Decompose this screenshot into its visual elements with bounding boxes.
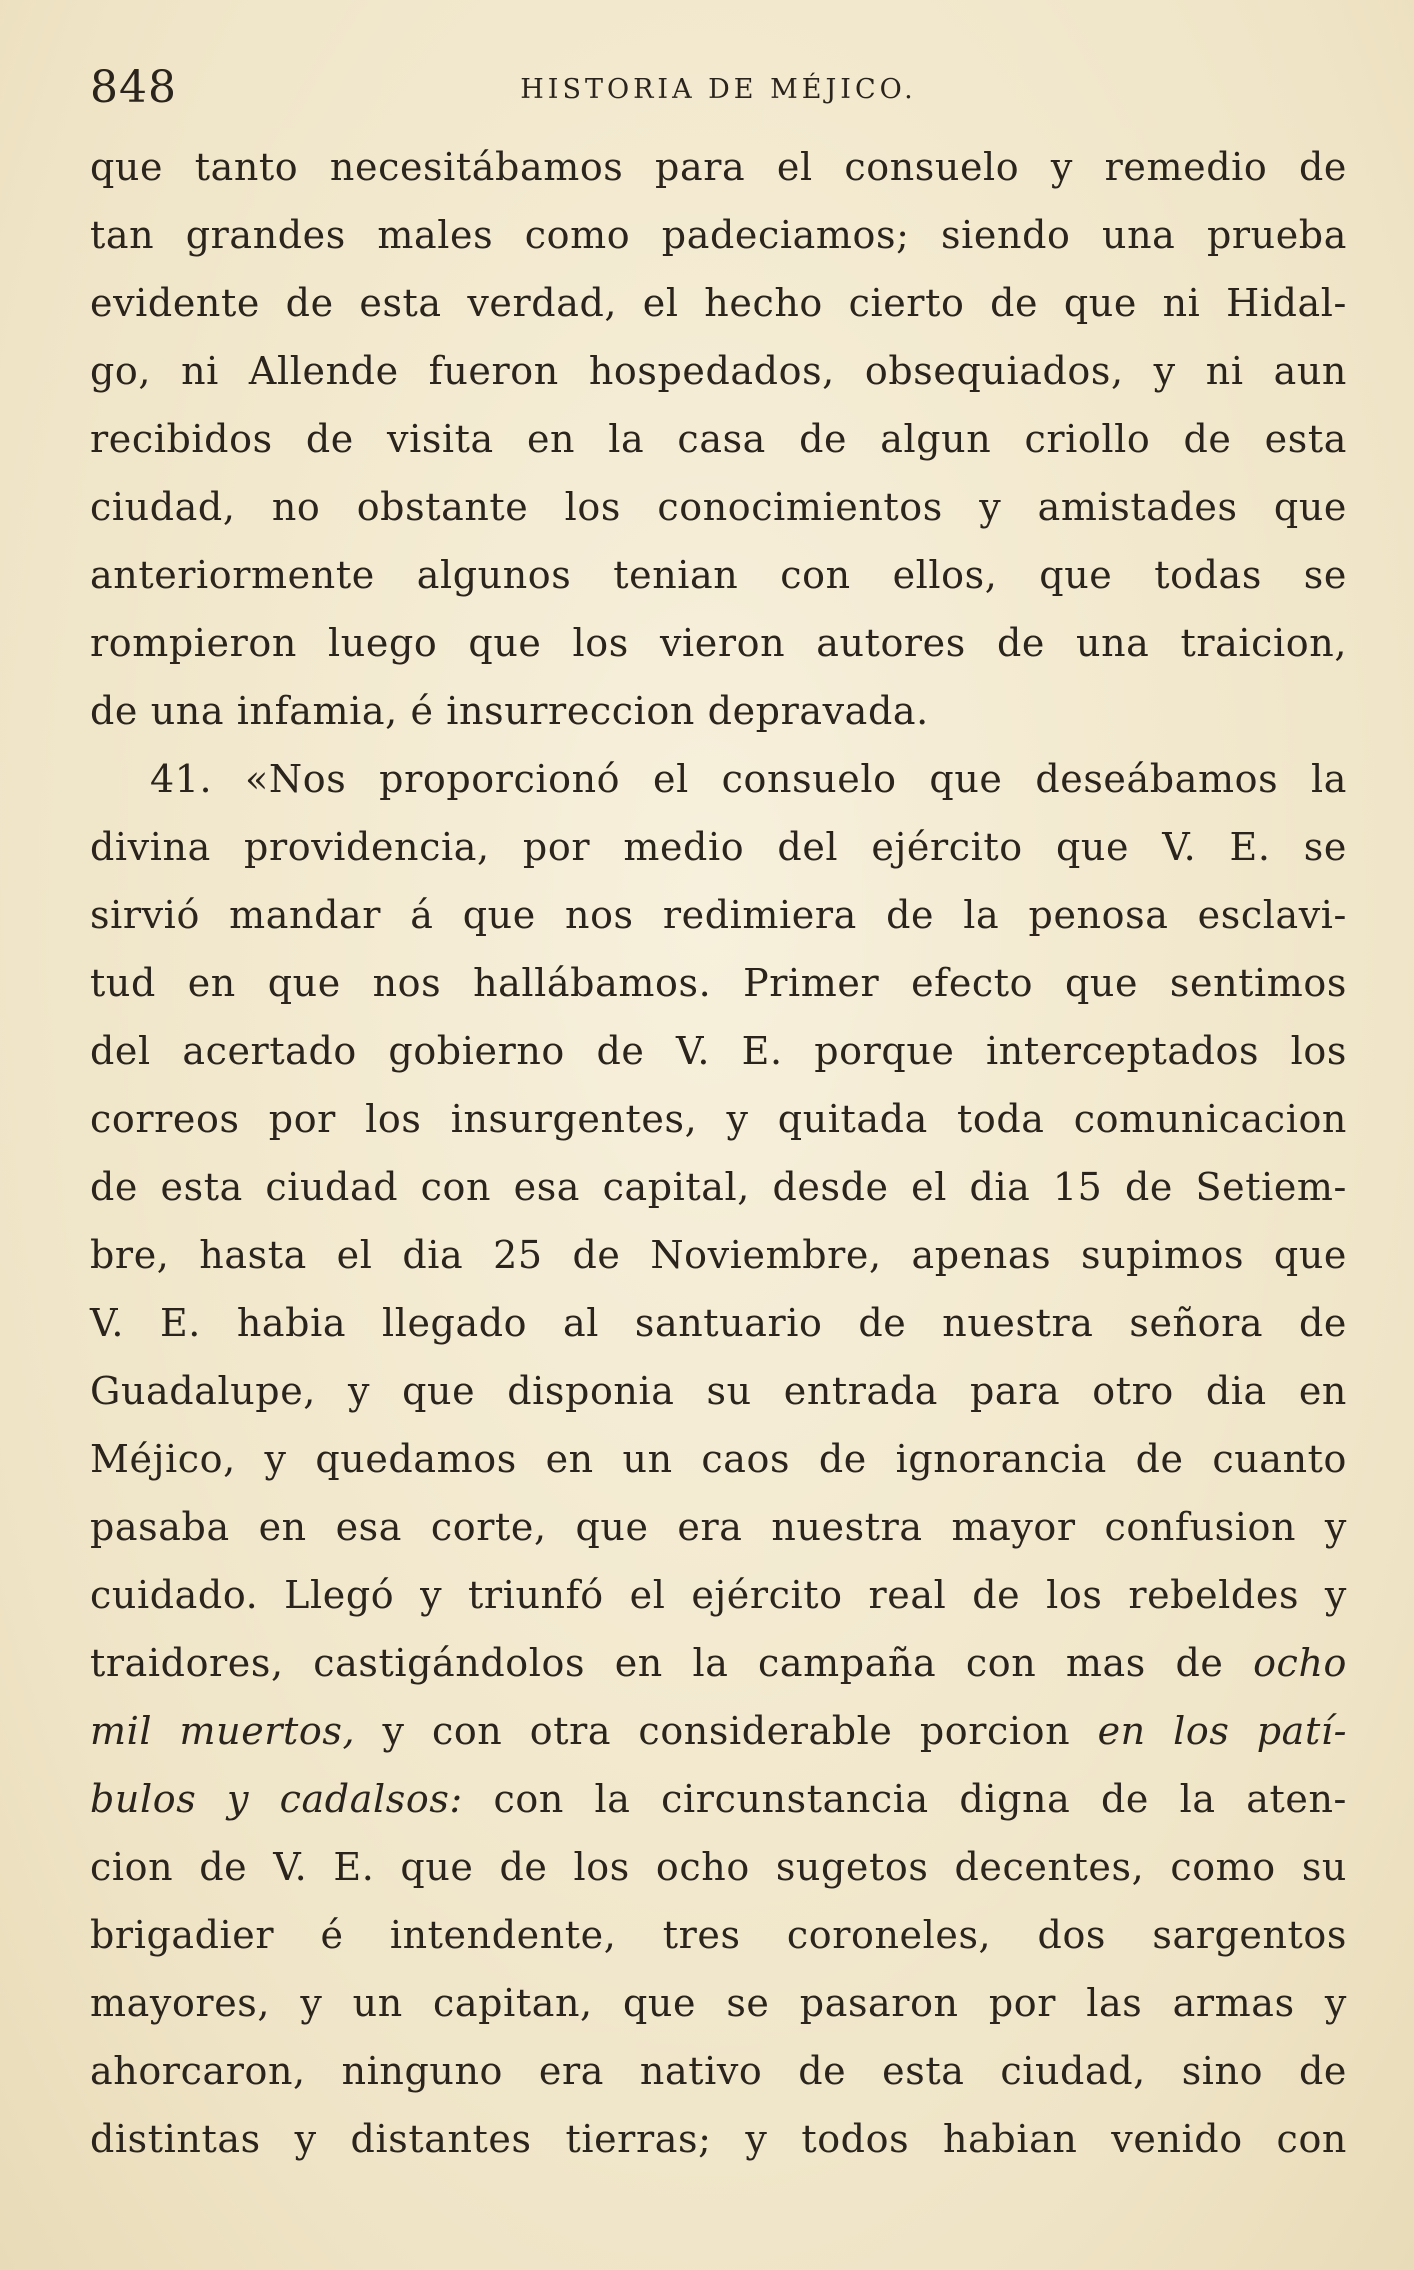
text-line: correos por los insurgentes, y quitada toda comunicacion bbox=[90, 1097, 1347, 1141]
text-line: cuidado. Llegó y triunfó el ejército real de los rebeldes y bbox=[90, 1573, 1347, 1617]
text-line: rompieron luego que los vieron autores de una traicion, bbox=[90, 621, 1347, 665]
text-line bbox=[90, 1696, 1347, 1766]
italic-run: bulos y cadalsos: bbox=[90, 1777, 463, 1821]
text-line: sirvió mandar á que nos redimiera de la penosa esclavi- bbox=[90, 893, 1347, 937]
text-line: tan grandes males como padeciamos; siendo una prueba bbox=[90, 213, 1347, 257]
text-line: recibidos de visita en la casa de algun criollo de esta bbox=[90, 417, 1347, 461]
text-line: tud en que nos hallábamos. Primer efecto que sentimos bbox=[90, 961, 1347, 1005]
text-line: ciudad, no obstante los conocimientos y amistades que bbox=[90, 485, 1347, 529]
text-run: traidores, castigándolos en la campaña con mas de bbox=[90, 1641, 1254, 1685]
text-line: ahorcaron, ninguno era nativo de esta ciudad, sino de bbox=[90, 2049, 1347, 2093]
running-title: HISTORIA DE MÉJICO. bbox=[520, 74, 917, 105]
text-line: pasaba en esa corte, que era nuestra mayor confusion y bbox=[90, 1505, 1347, 1549]
text-line: cion de V. E. que de los ocho sugetos decentes, como su bbox=[90, 1845, 1347, 1889]
italic-run: ocho bbox=[1253, 1641, 1347, 1685]
text-line: que tanto necesitábamos para el consuelo y remedio de bbox=[90, 145, 1347, 189]
text-line: del acertado gobierno de V. E. porque interceptados los bbox=[90, 1029, 1347, 1073]
italic-run: en los patí- bbox=[1097, 1709, 1348, 1753]
text-line: evidente de esta verdad, el hecho cierto de que ni Hidal- bbox=[90, 281, 1347, 325]
text-line: bre, hasta el dia 25 de Noviembre, apenas supimos que bbox=[90, 1233, 1347, 1277]
text-run: con la circunstancia digna de la aten- bbox=[462, 1777, 1347, 1821]
text-line: go, ni Allende fueron hospedados, obsequiados, y ni aun bbox=[90, 349, 1347, 393]
text-line: de esta ciudad con esa capital, desde el dia 15 de Setiem- bbox=[90, 1165, 1347, 1209]
page-header bbox=[90, 58, 1347, 118]
text-line: V. E. habia llegado al santuario de nuestra señora de bbox=[90, 1301, 1347, 1345]
text-line: de una infamia, é insurreccion depravada. bbox=[90, 689, 929, 733]
text-line: mayores, y un capitan, que se pasaron por las armas y bbox=[90, 1981, 1347, 2025]
text-line: Guadalupe, y que disponia su entrada para otro dia en bbox=[90, 1369, 1347, 1413]
text-line: distintas y distantes tierras; y todos habian venido con bbox=[90, 2117, 1347, 2161]
paragraph-41-start: 41. «Nos proporcionó el consuelo que deseábamos la bbox=[150, 757, 1347, 801]
page-number: 848 bbox=[90, 62, 177, 113]
text-line: divina providencia, por medio del ejército que V. E. se bbox=[90, 825, 1347, 869]
text-line: brigadier é intendente, tres coroneles, dos sargentos bbox=[90, 1913, 1347, 1957]
italic-run: mil muertos, bbox=[90, 1709, 356, 1753]
text-line bbox=[90, 1764, 1347, 1834]
text-line: Méjico, y quedamos en un caos de ignorancia de cuanto bbox=[90, 1437, 1347, 1481]
text-line bbox=[90, 1628, 1347, 1698]
text-line: anteriormente algunos tenian con ellos, que todas se bbox=[90, 553, 1347, 597]
text-run: y con otra considerable porcion bbox=[355, 1709, 1098, 1753]
